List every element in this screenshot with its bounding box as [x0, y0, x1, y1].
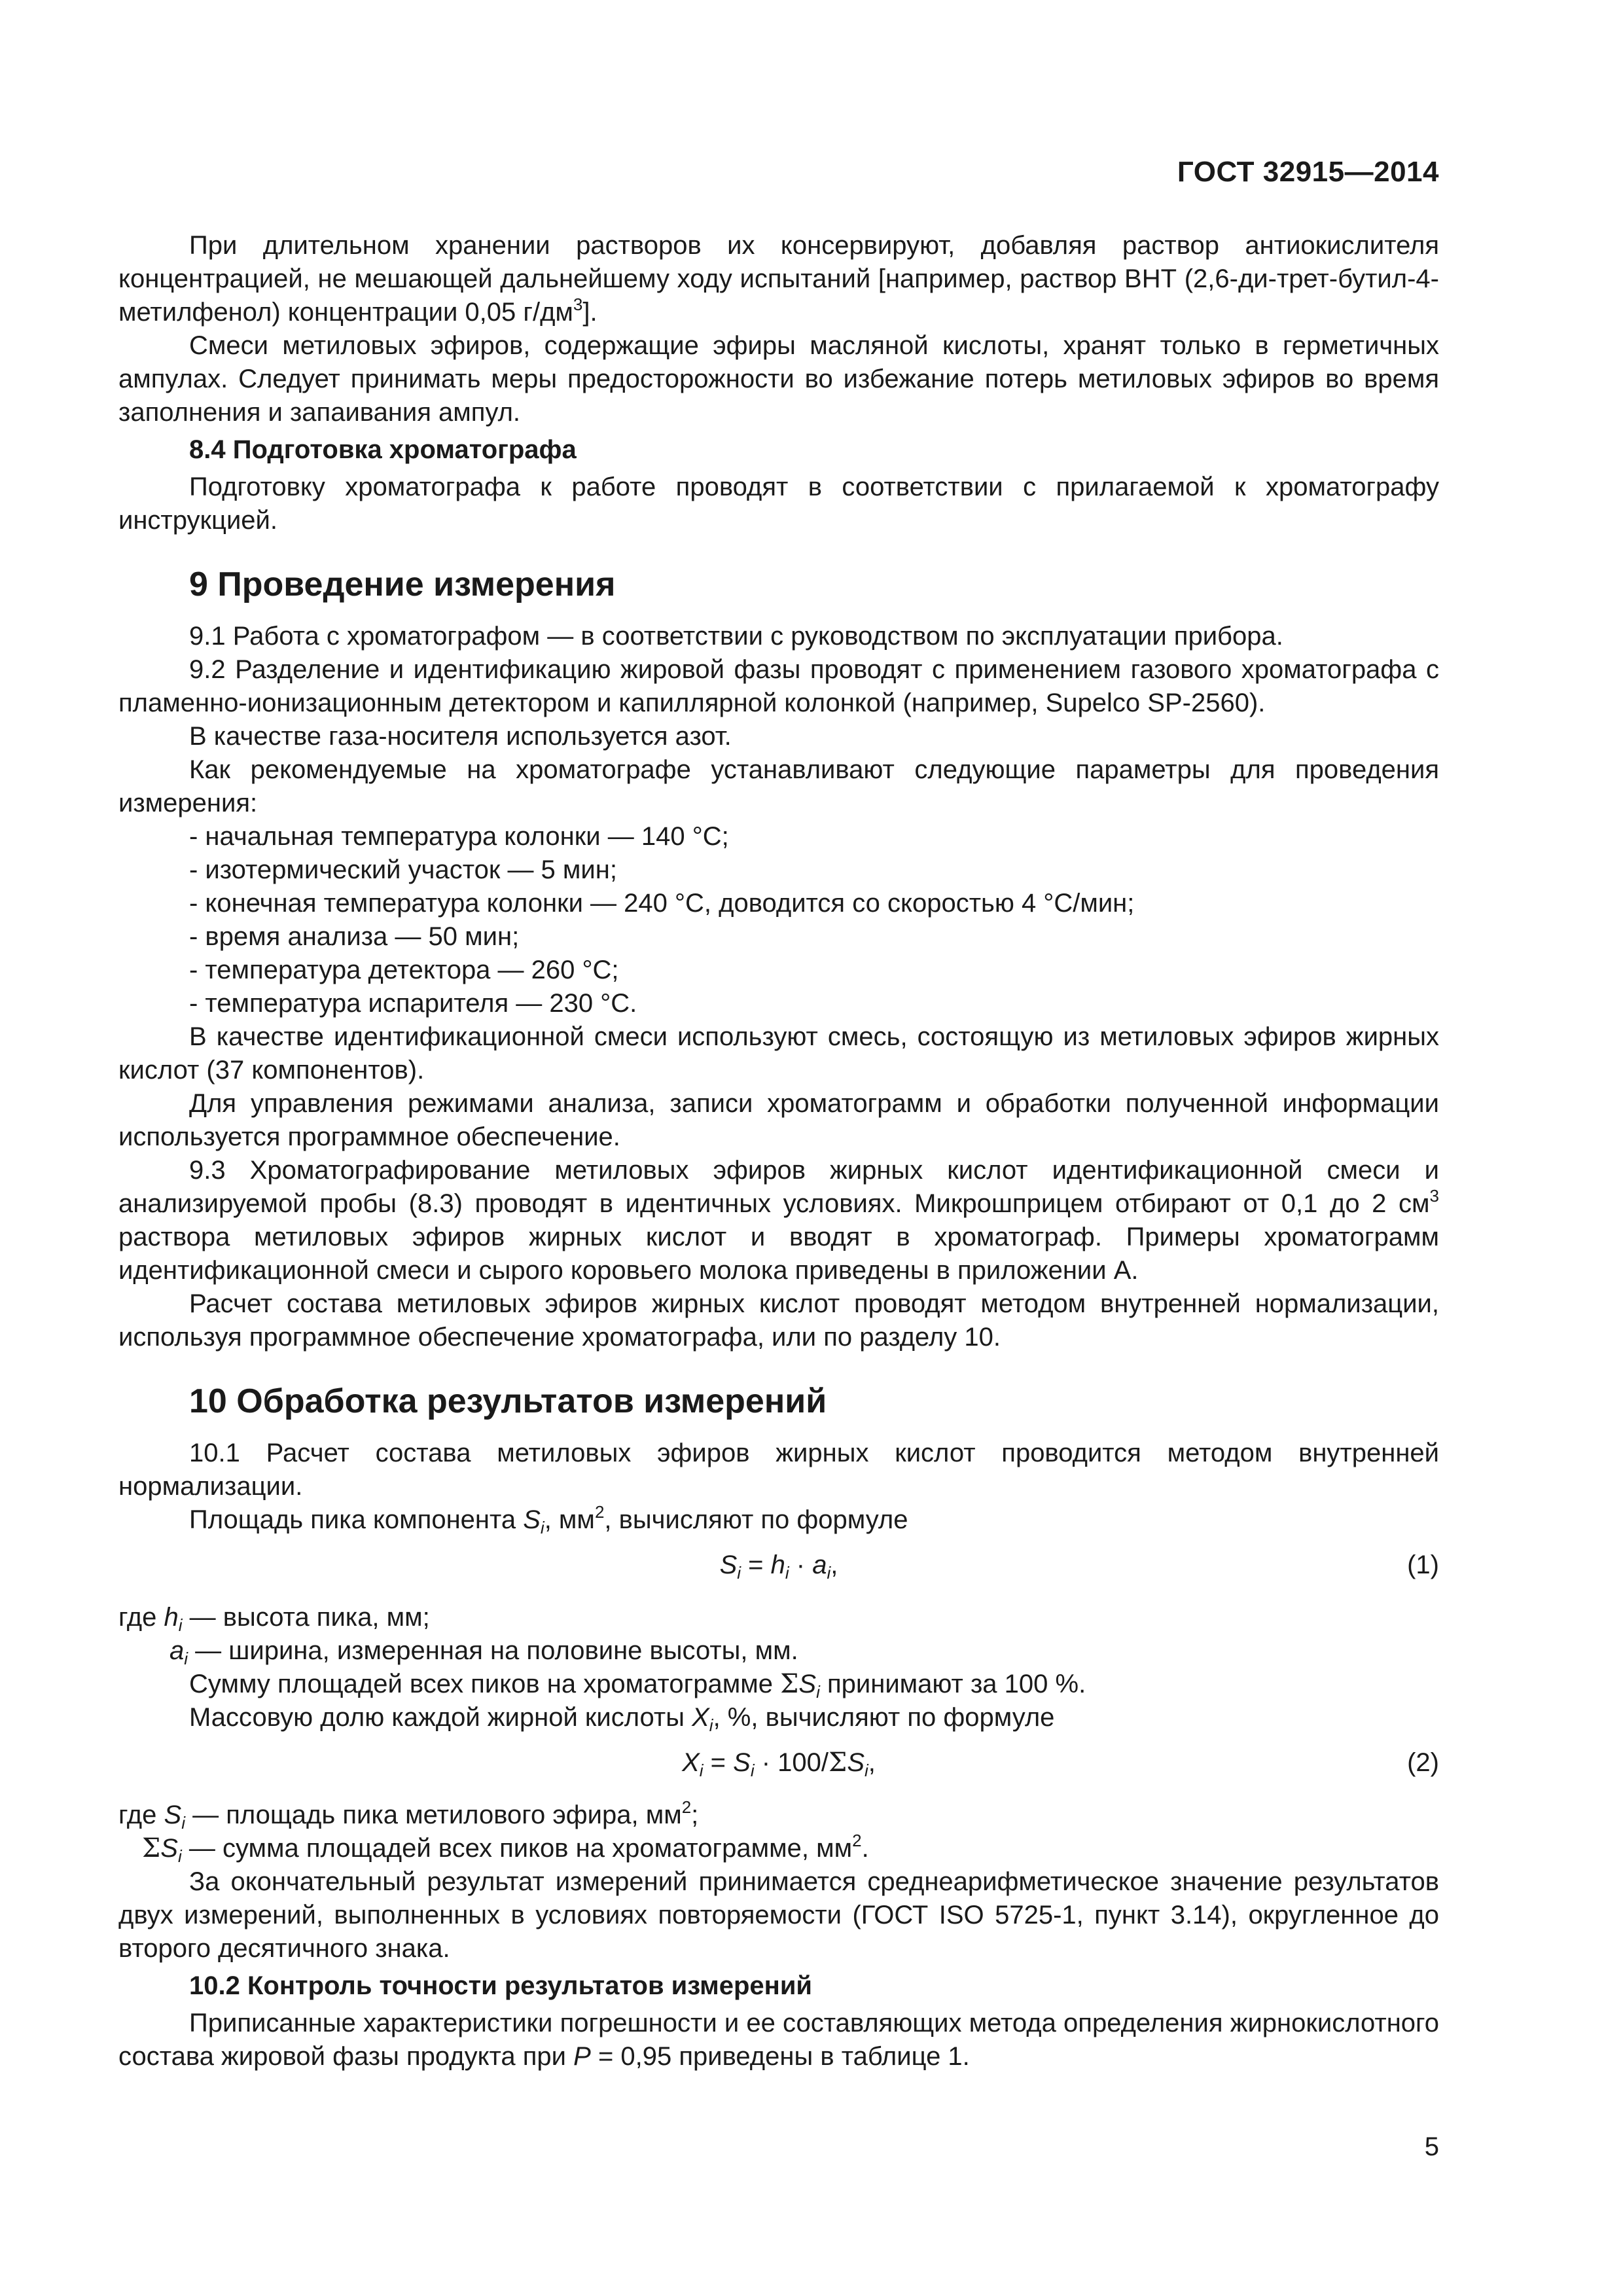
section-10-title: 10 Обработка результатов измерений [189, 1382, 827, 1420]
paragraph-peak-area: Площадь пика компонента $S_i$, $мм^2$, вычисляют по формуле [189, 1502, 908, 1537]
legend-h: где $h_i$ — высота пика, мм; [118, 1603, 430, 1635]
standard-header: ГОСТ 32915—2014 [1177, 156, 1439, 188]
paragraph-9-3: 9.3 Хроматографирование метиловых эфиров жирных кислот идентификационной смеси и анализируемой пробы (8.3) проводят в идентичных условиях. Микрошприцем отбирают от 0,1 до 2 $см^3$ раствора метиловых эфиров жирных кислот и вводят в хроматограф. Примеры хроматограмм идентификационной смеси и сырого коровьего молока приведены в приложении А. [118, 1156, 1439, 1285]
section-9-title: 9 Проведение измерения [189, 565, 616, 603]
formula-1-legend [118, 1601, 1439, 1668]
page-number: 5 [1424, 2132, 1439, 2161]
list-item: - конечная температура колонки — 240 °С, доводится со скоростью 4 °С/мин; [189, 889, 1135, 918]
paragraph-final-result: За окончательный результат измерений принимается среднеарифметическое значение результатов двух измерений, выполненных в условиях повторяемости (ГОСТ ISO 5725-1, пункт 3.14), округленное до второго десятичного знака. [118, 1867, 1439, 1963]
paragraph-ampoules: Смеси метиловых эфиров, содержащие эфиры масляной кислоты, хранят только в герметичных ампулах. Следует принимать меры предосторожности во избежание потерь метиловых эфиров во время заполнения и запаивания ампул. [118, 331, 1439, 427]
paragraph-ident-mix: В качестве идентификационной смеси используют смесь, состоящую из метиловых эфиров жирных кислот (37 компонентов). [118, 1022, 1439, 1085]
paragraph-10-1: 10.1 Расчет состава метиловых эфиров жирных кислот проводится методом внутренней нормализации. [118, 1439, 1439, 1501]
section-8-4-title: 8.4 Подготовка хроматографа [189, 435, 577, 464]
formula-1 [118, 1543, 1439, 1585]
section-10-2-title: 10.2 Контроль точности результатов измерений [189, 1971, 813, 2000]
formula-1-number: (1) [1407, 1551, 1439, 1579]
paragraph-antioxidant: При длительном хранении растворов их консервируют, добавляя раствор антиокислителя концентрацией, не мешающей дальнейшему ходу испытаний [например, раствор ВНТ (2,6-ди-трет-бутил-4-метилфенол) концентрации 0,05 $г/дм^3$]. [118, 231, 1439, 327]
paragraph-9-1: 9.1 Работа с хроматографом — в соответствии с руководством по эксплуатации прибора. [189, 622, 1283, 651]
paragraph-software: Для управления режимами анализа, записи хроматограмм и обработки полученной информации используется программное обеспечение. [118, 1089, 1439, 1151]
legend-a: $a_i$ — ширина, измеренная на половине высоты, мм. [169, 1636, 798, 1668]
formula-2-expression: $X_i = S_i \cdot 100/\Sigma S_i$, [682, 1748, 876, 1780]
paragraph-params-intro: Как рекомендуемые на хроматографе устанавливают следующие параметры для проведения измерения: [118, 755, 1439, 817]
formula-2 [118, 1741, 1439, 1783]
formula-1-expression: $S_i = h_i \cdot a_i$, [719, 1551, 838, 1583]
parameters-list [118, 820, 1439, 1020]
paragraph-sum-areas: Сумму площадей всех пиков на хроматограмме $\Sigma S_i$ принимают за 100 %. [189, 1669, 1086, 1702]
page-content [118, 229, 1439, 2073]
section-8-4-text: Подготовку хроматографа к работе проводят в соответствии с прилагаемой к хроматографу инструкцией. [118, 473, 1439, 535]
formula-2-legend [118, 1799, 1439, 1865]
legend-s: где $S_i$ — площадь пика метилового эфира, $мм^2$; [118, 1797, 699, 1833]
paragraph-accuracy: Приписанные характеристики погрешности и ее составляющих метода определения жирнокислотного состава жировой фазы продукта при P = 0,95 приведены в таблице 1. [118, 2009, 1439, 2071]
list-item: - начальная температура колонки — 140 °С; [189, 822, 729, 851]
paragraph-9-2: 9.2 Разделение и идентификацию жировой фазы проводят с применением газового хроматографа с пламенно-ионизационным детектором и капиллярной колонкой (например, Supelco SP-2560). [118, 655, 1439, 717]
list-item: - изотермический участок — 5 мин; [189, 855, 617, 884]
list-item: - температура детектора — 260 °С; [189, 956, 619, 984]
list-item: - время анализа — 50 мин; [189, 922, 520, 951]
list-item: - температура испарителя — 230 °С. [189, 989, 637, 1018]
paragraph-mass-fraction: Массовую долю каждой жирной кислоты $X_i$, %, вычисляют по формуле [189, 1703, 1055, 1735]
formula-2-number: (2) [1407, 1748, 1439, 1777]
legend-sum: $\Sigma S_i$ — сумма площадей всех пиков на хроматограмме, $мм^2$. [142, 1831, 869, 1866]
paragraph-carrier-gas: В качестве газа-носителя используется азот. [189, 722, 732, 751]
paragraph-calc-method: Расчет состава метиловых эфиров жирных кислот проводят методом внутренней нормализации, используя программное обеспечение хроматографа, или по разделу 10. [118, 1289, 1439, 1352]
